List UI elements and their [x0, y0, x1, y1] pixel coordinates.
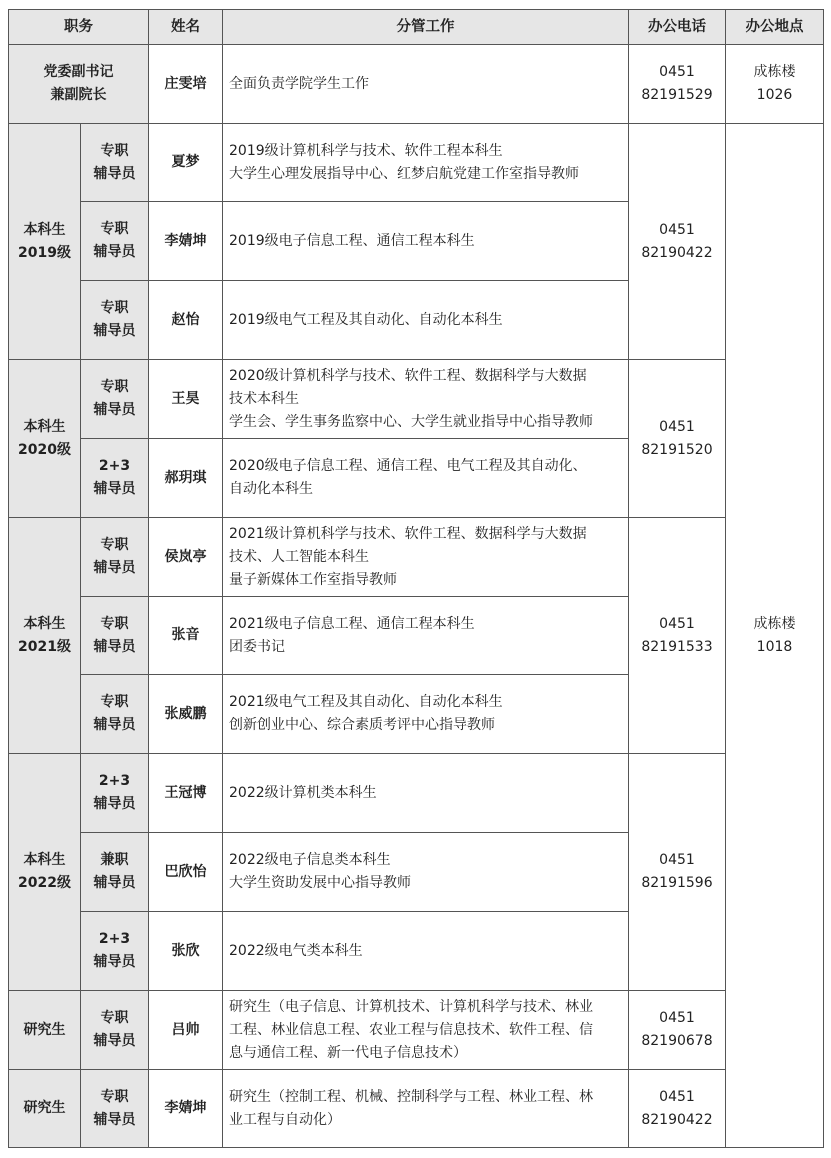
work-cell [223, 675, 629, 754]
work-cell [223, 518, 629, 597]
leader-position-line: 兼副院长 [50, 87, 107, 103]
role-line: 专职 [100, 537, 129, 553]
role-line: 专职 [100, 221, 129, 237]
name-cell: 王冠博 [149, 754, 223, 833]
name-cell: 王昊 [149, 360, 223, 439]
leader-phone [629, 45, 726, 124]
phone-line: 0451 [659, 615, 695, 632]
work-line: 业工程与自动化） [229, 1111, 341, 1128]
role-line: 辅导员 [93, 165, 136, 182]
work-line: 研究生（电子信息、计算机技术、计算机科学与技术、林业 [229, 998, 593, 1015]
role-line: 专职 [100, 615, 129, 632]
role-cell [81, 1070, 149, 1148]
group-line: 2019级 [18, 244, 71, 261]
role-cell [81, 202, 149, 281]
work-cell [223, 912, 629, 991]
table-row [9, 45, 824, 124]
role-cell [81, 281, 149, 360]
work-cell [223, 439, 629, 518]
role-line: 辅导员 [93, 875, 136, 891]
work-line: 创新创业中心、综合素质考评中心指导教师 [229, 717, 495, 733]
group-line: 本科生 [23, 615, 66, 632]
name-cell: 赵怡 [149, 281, 223, 360]
phone-cell [629, 754, 726, 991]
work-line: 大学生资助发展中心指导教师 [229, 875, 411, 891]
work-line: 自动化本科生 [229, 481, 313, 497]
work-line: 2019级电子信息工程、通信工程本科生 [229, 232, 475, 249]
work-line: 2021级电子信息工程、通信工程本科生 [229, 615, 475, 632]
group-line: 研究生 [23, 1021, 66, 1038]
phone-line: 0451 [659, 64, 695, 80]
role-line: 专职 [100, 379, 129, 395]
location-line: 成栋楼 [753, 64, 796, 80]
work-cell [223, 1070, 629, 1148]
role-line: 专职 [100, 142, 129, 159]
work-line: 团委书记 [229, 638, 285, 655]
role-line: 辅导员 [93, 1111, 136, 1128]
header-location: 办公地点 [726, 10, 824, 45]
role-cell [81, 360, 149, 439]
phone-line: 82191596 [641, 875, 713, 891]
work-cell [223, 202, 629, 281]
role-cell [81, 833, 149, 912]
group-line: 本科生 [23, 221, 66, 238]
role-line: 辅导员 [93, 717, 136, 733]
work-line: 量子新媒体工作室指导教师 [229, 571, 397, 588]
phone-line: 82190422 [641, 244, 713, 261]
staff-table [8, 9, 824, 1148]
work-line: 2022级电子信息类本科生 [229, 852, 391, 868]
work-line: 技术、人工智能本科生 [229, 548, 369, 565]
leader-name: 庄雯培 [149, 45, 223, 124]
location-line: 成栋楼 [753, 615, 796, 632]
table-row [9, 124, 824, 202]
table-row [9, 754, 824, 833]
location-line: 1018 [756, 638, 793, 655]
name-cell: 张威鹏 [149, 675, 223, 754]
role-line: 兼职 [100, 852, 129, 868]
role-line: 辅导员 [93, 244, 136, 260]
shared-location-cell [726, 124, 824, 1148]
header-position: 职务 [9, 10, 149, 45]
table-row [9, 518, 824, 597]
role-line: 专职 [100, 300, 129, 316]
role-line: 辅导员 [93, 1033, 136, 1049]
work-cell [223, 833, 629, 912]
leader-position-line: 党委副书记 [43, 64, 114, 80]
group-line: 研究生 [23, 1100, 66, 1116]
role-cell [81, 439, 149, 518]
name-cell: 张欣 [149, 912, 223, 991]
role-cell [81, 518, 149, 597]
header-phone: 办公电话 [629, 10, 726, 45]
header-name: 姓名 [149, 10, 223, 45]
role-cell [81, 912, 149, 991]
name-cell: 侯岚亭 [149, 518, 223, 597]
group-line: 本科生 [23, 852, 66, 868]
name-cell: 吕帅 [149, 991, 223, 1070]
work-line: 2022级电气类本科生 [229, 942, 363, 959]
phone-line: 82190678 [641, 1033, 713, 1049]
role-line: 专职 [100, 1088, 129, 1105]
role-line: 辅导员 [93, 323, 136, 339]
phone-line: 0451 [659, 1010, 695, 1026]
table-row [9, 360, 824, 439]
work-line: 2019级计算机科学与技术、软件工程本科生 [229, 142, 503, 159]
phone-cell [629, 991, 726, 1070]
group-label [9, 124, 81, 360]
work-cell [223, 754, 629, 833]
work-cell [223, 124, 629, 202]
group-line: 2021级 [18, 638, 71, 655]
role-cell [81, 675, 149, 754]
role-line: 2+3 [98, 773, 131, 789]
name-cell: 张音 [149, 597, 223, 675]
role-line: 辅导员 [93, 796, 136, 812]
group-line: 2020级 [18, 441, 71, 458]
leader-position [9, 45, 149, 124]
work-line: 研究生（控制工程、机械、控制科学与工程、林业工程、林 [229, 1088, 593, 1105]
role-line: 2+3 [98, 931, 131, 947]
table-row [9, 1070, 824, 1148]
role-line: 辅导员 [93, 954, 136, 970]
work-cell [223, 597, 629, 675]
phone-line: 82190422 [641, 1111, 713, 1128]
name-cell: 李婧坤 [149, 202, 223, 281]
phone-line: 0451 [659, 852, 695, 868]
phone-line: 82191520 [641, 441, 713, 458]
header-row [9, 10, 824, 45]
phone-line: 82191529 [641, 87, 713, 103]
leader-work [223, 45, 629, 124]
work-line: 2022级计算机类本科生 [229, 784, 377, 801]
role-line: 专职 [100, 1010, 129, 1026]
group-label [9, 360, 81, 518]
role-cell [81, 754, 149, 833]
role-line: 辅导员 [93, 638, 136, 655]
role-line: 辅导员 [93, 402, 136, 418]
name-cell: 巴欣怡 [149, 833, 223, 912]
table-row [9, 991, 824, 1070]
work-cell [223, 281, 629, 360]
phone-cell [629, 124, 726, 360]
phone-cell [629, 1070, 726, 1148]
name-cell: 郝玥琪 [149, 439, 223, 518]
location-line: 1026 [756, 87, 793, 103]
role-line: 2+3 [98, 458, 131, 474]
phone-cell [629, 518, 726, 754]
role-line: 专职 [100, 694, 129, 710]
role-cell [81, 124, 149, 202]
phone-line: 82191533 [641, 638, 713, 655]
work-line: 2021级计算机科学与技术、软件工程、数据科学与大数据 [229, 525, 587, 542]
work-cell [223, 360, 629, 439]
work-cell [223, 991, 629, 1070]
name-cell: 李婧坤 [149, 1070, 223, 1148]
work-line: 2019级电气工程及其自动化、自动化本科生 [229, 311, 503, 328]
role-line: 辅导员 [93, 560, 136, 576]
role-line: 辅导员 [93, 481, 136, 497]
phone-line: 0451 [659, 221, 695, 238]
leader-location [726, 45, 824, 124]
header-work: 分管工作 [223, 10, 629, 45]
group-label [9, 754, 81, 991]
role-cell [81, 991, 149, 1070]
group-label [9, 1070, 81, 1148]
group-line: 本科生 [23, 418, 66, 435]
work-line: 全面负责学院学生工作 [229, 75, 369, 92]
phone-line: 0451 [659, 418, 695, 435]
work-line: 2020级计算机科学与技术、软件工程、数据科学与大数据 [229, 367, 587, 384]
role-cell [81, 597, 149, 675]
work-line: 技术本科生 [229, 390, 299, 407]
work-line: 2020级电子信息工程、通信工程、电气工程及其自动化、 [229, 458, 587, 474]
group-label [9, 991, 81, 1070]
group-label [9, 518, 81, 754]
work-line: 2021级电气工程及其自动化、自动化本科生 [229, 694, 503, 710]
work-line: 息与通信工程、新一代电子信息技术） [229, 1044, 467, 1061]
name-cell: 夏梦 [149, 124, 223, 202]
phone-cell [629, 360, 726, 518]
phone-line: 0451 [659, 1088, 695, 1105]
work-line: 学生会、学生事务监察中心、大学生就业指导中心指导教师 [229, 413, 593, 430]
work-line: 工程、林业信息工程、农业工程与信息技术、软件工程、信 [229, 1021, 593, 1038]
group-line: 2022级 [18, 875, 71, 891]
work-line: 大学生心理发展指导中心、红梦启航党建工作室指导教师 [229, 165, 579, 182]
